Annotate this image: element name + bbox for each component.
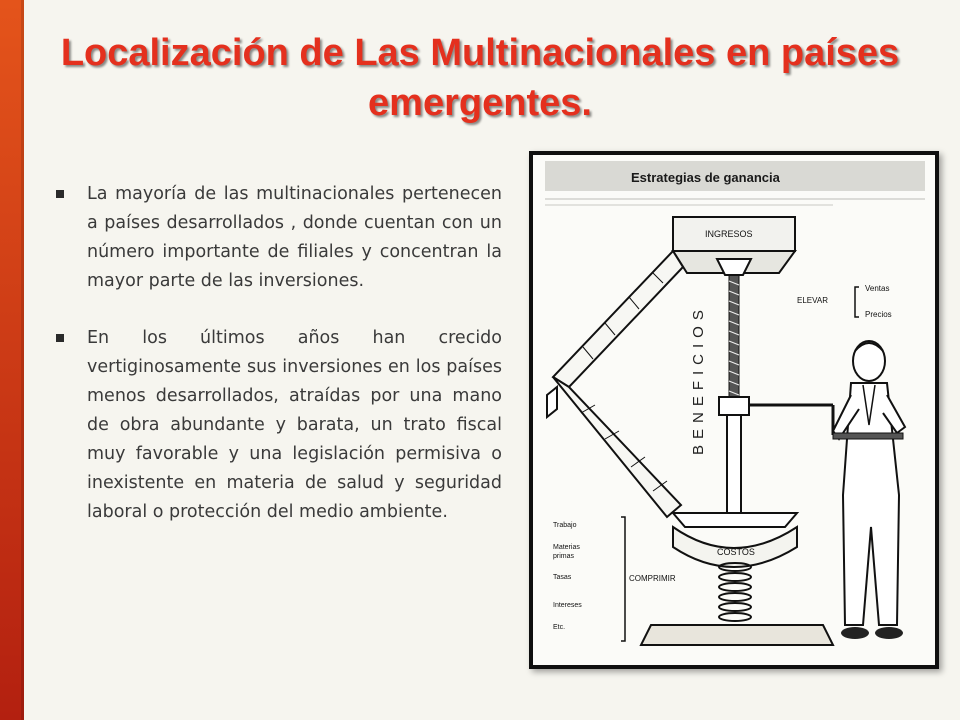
comprimir-item: Trabajo (553, 522, 577, 529)
figure-heading: Estrategias de ganancia (631, 170, 780, 185)
square-bullet-icon (56, 334, 64, 342)
comprimir-item: Tasas (553, 574, 572, 581)
comprimir-item: primas (553, 553, 575, 560)
elevar-item: Precios (865, 310, 892, 319)
bullet-text: En los últimos años han crecido vertiginosamente sus inversiones en los países menos desarrollados, atraídas por una mano de obra abundante y barata, un trato fiscal muy favorable y una legislación permisiva o inexistente en materia de salud y seguridad laboral o protección del medio ambiente. (87, 328, 502, 522)
comprimir-item: Etc. (553, 624, 566, 631)
costos-label: COSTOS (717, 547, 755, 557)
illustration-frame (529, 151, 939, 669)
ingresos-label: INGRESOS (705, 229, 753, 239)
bullet-list (54, 180, 502, 555)
bullet-item (54, 324, 502, 527)
comprimir-label: COMPRIMIR (629, 574, 676, 583)
elevar-label: ELEVAR (797, 296, 828, 305)
bullet-text: La mayoría de las multinacionales pertenecen a países desarrollados , donde cuentan con un número importante de filiales y concentran la mayor parte de las inversiones. (87, 184, 502, 291)
profit-strategies-illustration (533, 155, 935, 665)
slide-title: Localización de Las Multinacionales en países emergentes. (60, 32, 900, 124)
elevar-item: Ventas (865, 284, 890, 293)
costos-platform (673, 513, 797, 527)
comprimir-item: Intereses (553, 602, 582, 609)
beneficios-label: BENEFICIOS (690, 304, 707, 455)
square-bullet-icon (56, 190, 64, 198)
comprimir-item: Materias (553, 544, 580, 551)
accent-bar (0, 0, 24, 720)
base-board (641, 625, 833, 645)
support-post (727, 403, 741, 513)
bullet-item (54, 180, 502, 296)
